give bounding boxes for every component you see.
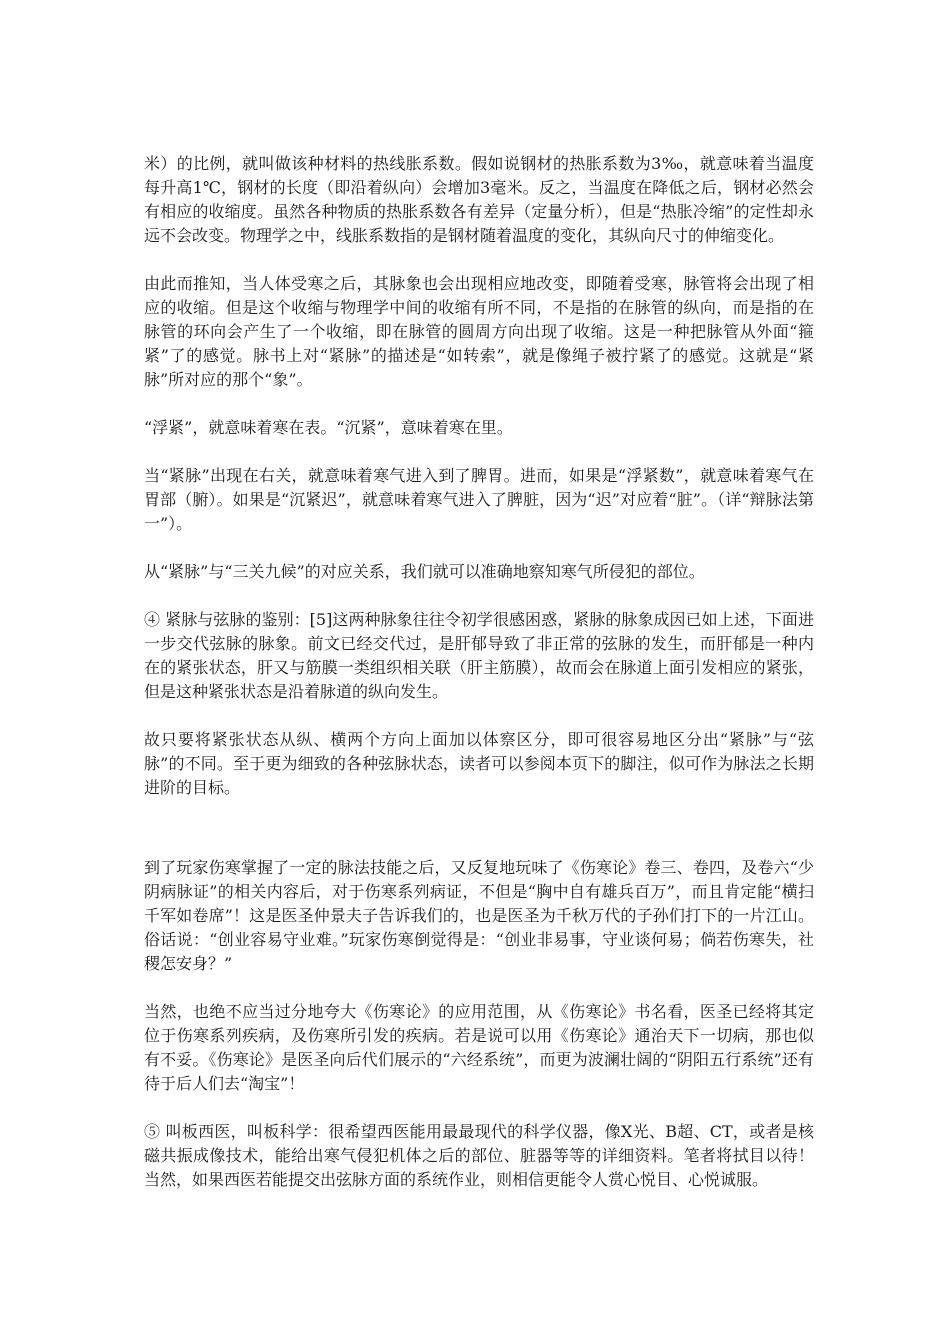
paragraph-three-guan-nine-hou: 从“紧脉”与“三关九候”的对应关系，我们就可以准确地察知寒气所侵犯的部位。 bbox=[144, 562, 705, 581]
paragraph-scope: 当然，也绝不应当过分地夸大《伤寒论》的应用范围，从《伤寒论》书名看，医圣已经将其定位于伤寒系列疾病，及伤寒所引发的疾病。若是说可以用《伤寒论》通治天下一切病，那也似有不妥。《伤寒论》是医圣向后代们展示的“六经系统”，而更为波澜壮阔的“阴阳五行系统”还有待于后人们去“淘宝”！ bbox=[144, 1002, 814, 1093]
paragraph-right-guan: 当“紧脉”出现在右关，就意味着寒气进入到了脾胃。进而，如果是“浮紧数”，就意味着寒气在胃部（腑）。如果是“沉紧迟”，就意味着寒气进入了脾脏，因为“迟”对应着“脏”。（详“辩脉法第一”）。 bbox=[144, 466, 814, 533]
paragraph-distinguish: 故只要将紧张状态从纵、横两个方向上面加以体察区分，即可很容易地区分出“紧脉”与“弦脉”的不同。至于更为细致的各种弦脉状态，读者可以参阅本页下的脚注，似可作为脉法之长期进阶的目标。 bbox=[144, 730, 814, 797]
paragraph-tight-vs-wiry: ④ 紧脉与弦脉的鉴别：[5]这两种脉象往往令初学很感困惑，紧脉的脉象成因已如上述，下面进一步交代弦脉的脉象。前文已经交代过，是肝郁导致了非正常的弦脉的发生，而肝郁是一种内在的紧张状态，肝又与筋膜一类组织相关联（肝主筋膜），故而会在脉道上面引发相应的紧张，但是这种紧张状态是沿着脉道的纵向发生。 bbox=[144, 610, 814, 701]
paragraph-tight-pulse-image: 由此而推知，当人体受寒之后，其脉象也会出现相应地改变，即随着受寒，脉管将会出现了相应的收缩。但是这个收缩与物理学中间的收缩有所不同，不是指的在脉管的纵向，而是指的在脉管的环向会产生了一个收缩，即在脉管的圆周方向出现了收缩。这是一种把脉管从外面“箍紧”了的感觉。脉书上对“紧脉”的描述是“如转索”，就是像绳子被拧紧了的感觉。这就是“紧脉”所对应的那个“象”。 bbox=[144, 274, 814, 389]
paragraph-shanghan-mastery: 到了玩家伤寒掌握了一定的脉法技能之后，又反复地玩味了《伤寒论》卷三、卷四，及卷六“少阴病脉证”的相关内容后，对于伤寒系列病证，不但是“胸中自有雄兵百万”，而且肯定能“横扫千军如卷席”！这是医圣仲景夫子告诉我们的，也是医圣为千秋万代的子孙们打下的一片江山。俗话说：“创业容易守业难。”玩家伤寒倒觉得是：“创业非易事，守业谈何易；倘若伤寒失，社稷怎安身？” bbox=[144, 858, 814, 973]
paragraph-challenge-western-medicine: ⑤ 叫板西医，叫板科学：很希望西医能用最最现代的科学仪器，像X光、B超、CT，或者是核磁共振成像技术，能给出寒气侵犯机体之后的部位、脏器等等的详细资料。笔者将拭目以待！当然，如果西医若能提交出弦脉方面的系统作业，则相信更能令人赏心悦目、心悦诚服。 bbox=[144, 1122, 814, 1189]
paragraph-thermal-expansion: 米）的比例，就叫做该种材料的热线胀系数。假如说钢材的热胀系数为3‰，就意味着当温度每升高1℃，钢材的长度（即沿着纵向）会增加3毫米。反之，当温度在降低之后，钢材必然会有相应的收缩度。虽然各种物质的热胀系数各有差异（定量分析），但是“热胀冷缩”的定性却永远不会改变。物理学之中，线胀系数指的是钢材随着温度的变化，其纵向尺寸的伸缩变化。 bbox=[144, 154, 814, 245]
paragraph-floating-sinking: “浮紧”，就意味着寒在表。“沉紧”，意味着寒在里。 bbox=[144, 418, 513, 437]
document-body bbox=[144, 152, 814, 1216]
